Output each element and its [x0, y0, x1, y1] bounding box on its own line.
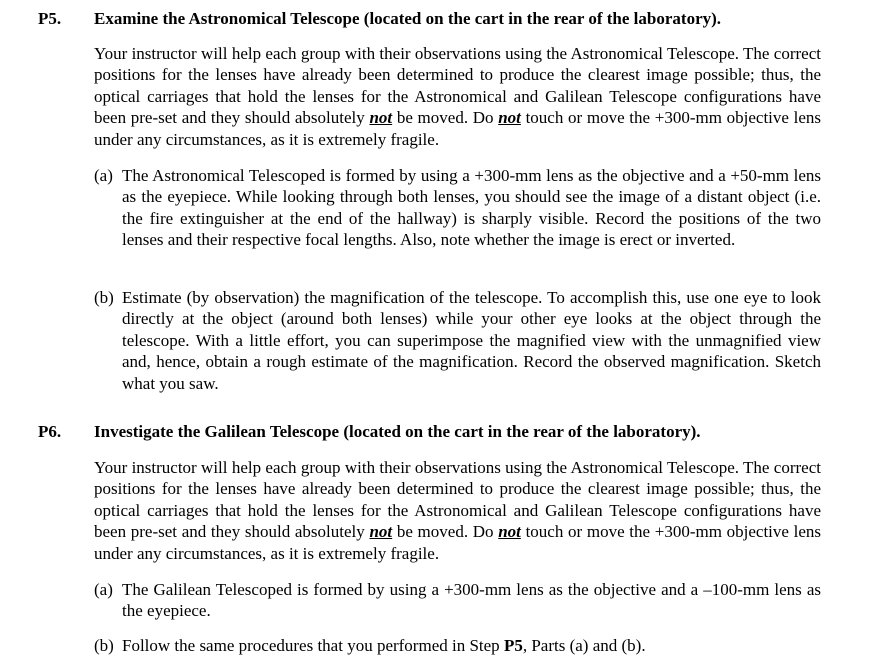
- step-reference: P5: [503, 636, 523, 655]
- part-text-segment: Follow the same procedures that you performed in Step: [122, 636, 504, 655]
- part-text: [122, 635, 821, 656]
- intro-text: Your instructor will help each group with their observations using the Astronomical Telescope. The correct positions for the lenses have already been determined to produce the clearest image possible; thus, the optical carriages that hold the lenses for the Astronomical and Galilean Telescope configurations have been pre-set and they should absolutely: [94, 44, 821, 128]
- part-label: (b): [94, 636, 114, 655]
- part-label: (a): [94, 166, 113, 185]
- step-p5-number: P5.: [38, 9, 62, 28]
- part-text-segment: , Parts (a) and (b).: [522, 636, 646, 655]
- intro-text: be moved. Do: [392, 108, 499, 128]
- intro-text: touch or move the +300-mm objective lens under any circumstances, as it is extremely fragile.: [94, 108, 821, 149]
- step-p6-part-a: [94, 579, 821, 622]
- step-p5-part-a: [94, 165, 821, 251]
- emphasis-not: not: [498, 108, 521, 128]
- intro-text: Your instructor will help each group with their observations using the Astronomical Telescope. The correct positions for the lenses have already been determined to produce the clearest image possible; thus, the optical carriages that hold the lenses for the Astronomical and Galilean Telescope configurations have been pre-set and they should absolutely: [94, 458, 821, 542]
- step-p5-part-b: [94, 287, 821, 394]
- part-label: (a): [94, 580, 113, 599]
- step-p6-intro: [94, 457, 821, 564]
- emphasis-not: not: [498, 522, 521, 542]
- step-p6-part-b: [94, 635, 821, 656]
- intro-text: be moved. Do: [392, 522, 499, 542]
- step-p5-heading: Examine the Astronomical Telescope (located on the cart in the rear of the laboratory).: [94, 9, 722, 28]
- step-p6-heading: Investigate the Galilean Telescope (located on the cart in the rear of the laboratory).: [94, 422, 701, 441]
- intro-text: touch or move the +300-mm objective lens under any circumstances, as it is extremely fragile.: [94, 522, 821, 563]
- step-p6-number: P6.: [38, 422, 62, 441]
- part-text: The Astronomical Telescoped is formed by using a +300-mm lens as the objective and a +50-mm lens as the eyepiece. While looking through both lenses, you should see the image of a distant object (i.e. the fire extinguisher at the end of the hallway) is sharply visible. Record the positions of the two lenses and their respective focal lengths. Also, note whether the image is erect or inverted.: [122, 166, 821, 250]
- part-label: (b): [94, 288, 114, 307]
- emphasis-not: not: [369, 522, 393, 542]
- step-p5-intro: [94, 43, 821, 150]
- part-text: Estimate (by observation) the magnification of the telescope. To accomplish this, use one eye to look directly at the object (around both lenses) while your other eye looks at the object through the telescope. With a little effort, you can superimpose the magnified view with the unmagnified view and, hence, obtain a rough estimate of the magnification. Record the observed magnification. Sketch what you saw.: [122, 288, 821, 393]
- emphasis-not: not: [369, 108, 393, 128]
- part-text: The Galilean Telescoped is formed by using a +300-mm lens as the objective and a –100-mm lens as the eyepiece.: [122, 580, 821, 621]
